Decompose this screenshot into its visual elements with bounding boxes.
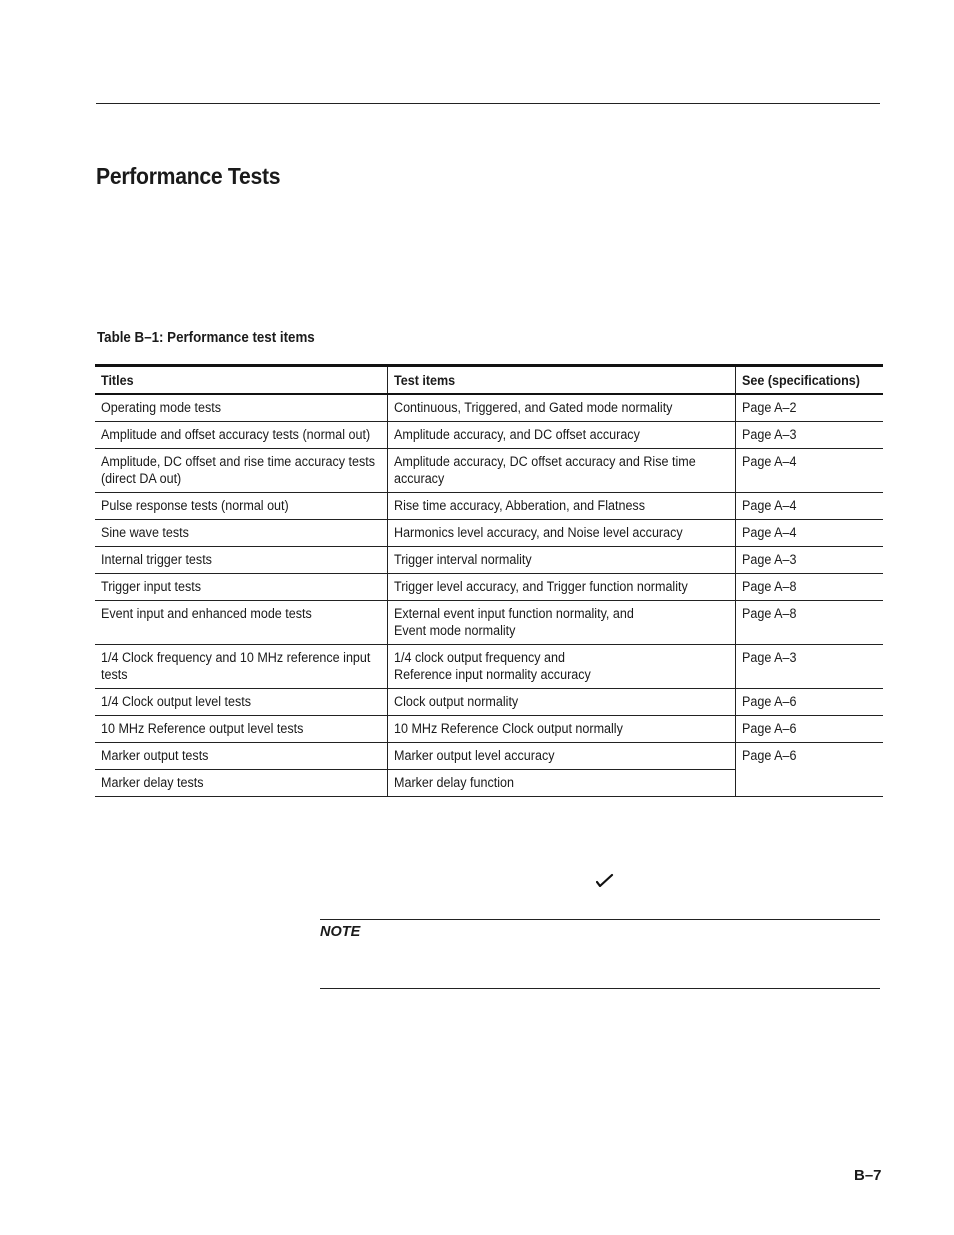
table-row — [95, 394, 883, 422]
cell-items: Trigger level accuracy, and Trigger function normality — [387, 574, 735, 601]
cell-spec: Page A–6 — [735, 689, 883, 716]
cell-spec: Page A–3 — [735, 547, 883, 574]
cell-items: Amplitude accuracy, and DC offset accuracy — [387, 422, 735, 449]
cell-items: 1/4 clock output frequency and Reference input normality accuracy — [387, 645, 735, 689]
cell-spec: Page A–6 — [735, 716, 883, 743]
cell-spec: Page A–3 — [735, 645, 883, 689]
checkmark-icon — [596, 873, 614, 887]
cell-items: Continuous, Triggered, and Gated mode normality — [387, 394, 735, 422]
cell-items: Rise time accuracy, Abberation, and Flatness — [387, 493, 735, 520]
note-label: NOTE — [320, 924, 361, 940]
cell-items: Harmonics level accuracy, and Noise level accuracy — [387, 520, 735, 547]
performance-test-table — [95, 364, 883, 797]
cell-spec: Page A–6 — [735, 743, 883, 797]
page-number: B–7 — [854, 1167, 882, 1184]
cell-items: External event input function normality, and Event mode normality — [387, 601, 735, 645]
cell-title: Amplitude and offset accuracy tests (normal out) — [95, 422, 387, 449]
cell-spec: Page A–3 — [735, 422, 883, 449]
cell-title: 10 MHz Reference output level tests — [95, 716, 387, 743]
table-row — [95, 716, 883, 743]
table-row — [95, 520, 883, 547]
table-row — [95, 422, 883, 449]
cell-title: Marker output tests — [95, 743, 387, 770]
table-row — [95, 493, 883, 520]
cell-spec: Page A–4 — [735, 449, 883, 493]
cell-title: 1/4 Clock output level tests — [95, 689, 387, 716]
cell-title: Event input and enhanced mode tests — [95, 601, 387, 645]
table-row — [95, 601, 883, 645]
table-row — [95, 645, 883, 689]
table-row — [95, 449, 883, 493]
note-rule-top — [320, 919, 880, 920]
table-row — [95, 547, 883, 574]
cell-items: 10 MHz Reference Clock output normally — [387, 716, 735, 743]
cell-items: Amplitude accuracy, DC offset accuracy and Rise time accuracy — [387, 449, 735, 493]
table-caption: Table B–1: Performance test items — [97, 330, 315, 346]
note-rule-bottom — [320, 988, 880, 989]
cell-title: Pulse response tests (normal out) — [95, 493, 387, 520]
cell-items: Marker output level accuracy — [387, 743, 735, 770]
header-test-items: Test items — [387, 366, 735, 395]
cell-items: Trigger interval normality — [387, 547, 735, 574]
cell-spec: Page A–4 — [735, 520, 883, 547]
cell-items: Marker delay function — [387, 770, 735, 797]
table-header-row — [95, 366, 883, 395]
table-row — [95, 743, 883, 770]
cell-title: Sine wave tests — [95, 520, 387, 547]
cell-title: Marker delay tests — [95, 770, 387, 797]
header-see-specifications: See (specifications) — [735, 366, 883, 395]
cell-title: Operating mode tests — [95, 394, 387, 422]
page-title: Performance Tests — [96, 163, 281, 189]
table-row — [95, 689, 883, 716]
cell-spec: Page A–2 — [735, 394, 883, 422]
cell-title: Amplitude, DC offset and rise time accuracy tests (direct DA out) — [95, 449, 387, 493]
header-titles: Titles — [95, 366, 387, 395]
top-rule — [96, 103, 880, 104]
cell-title: 1/4 Clock frequency and 10 MHz reference input tests — [95, 645, 387, 689]
table-row — [95, 574, 883, 601]
cell-items: Clock output normality — [387, 689, 735, 716]
cell-spec: Page A–4 — [735, 493, 883, 520]
cell-title: Trigger input tests — [95, 574, 387, 601]
cell-title: Internal trigger tests — [95, 547, 387, 574]
cell-spec: Page A–8 — [735, 574, 883, 601]
cell-spec: Page A–8 — [735, 601, 883, 645]
